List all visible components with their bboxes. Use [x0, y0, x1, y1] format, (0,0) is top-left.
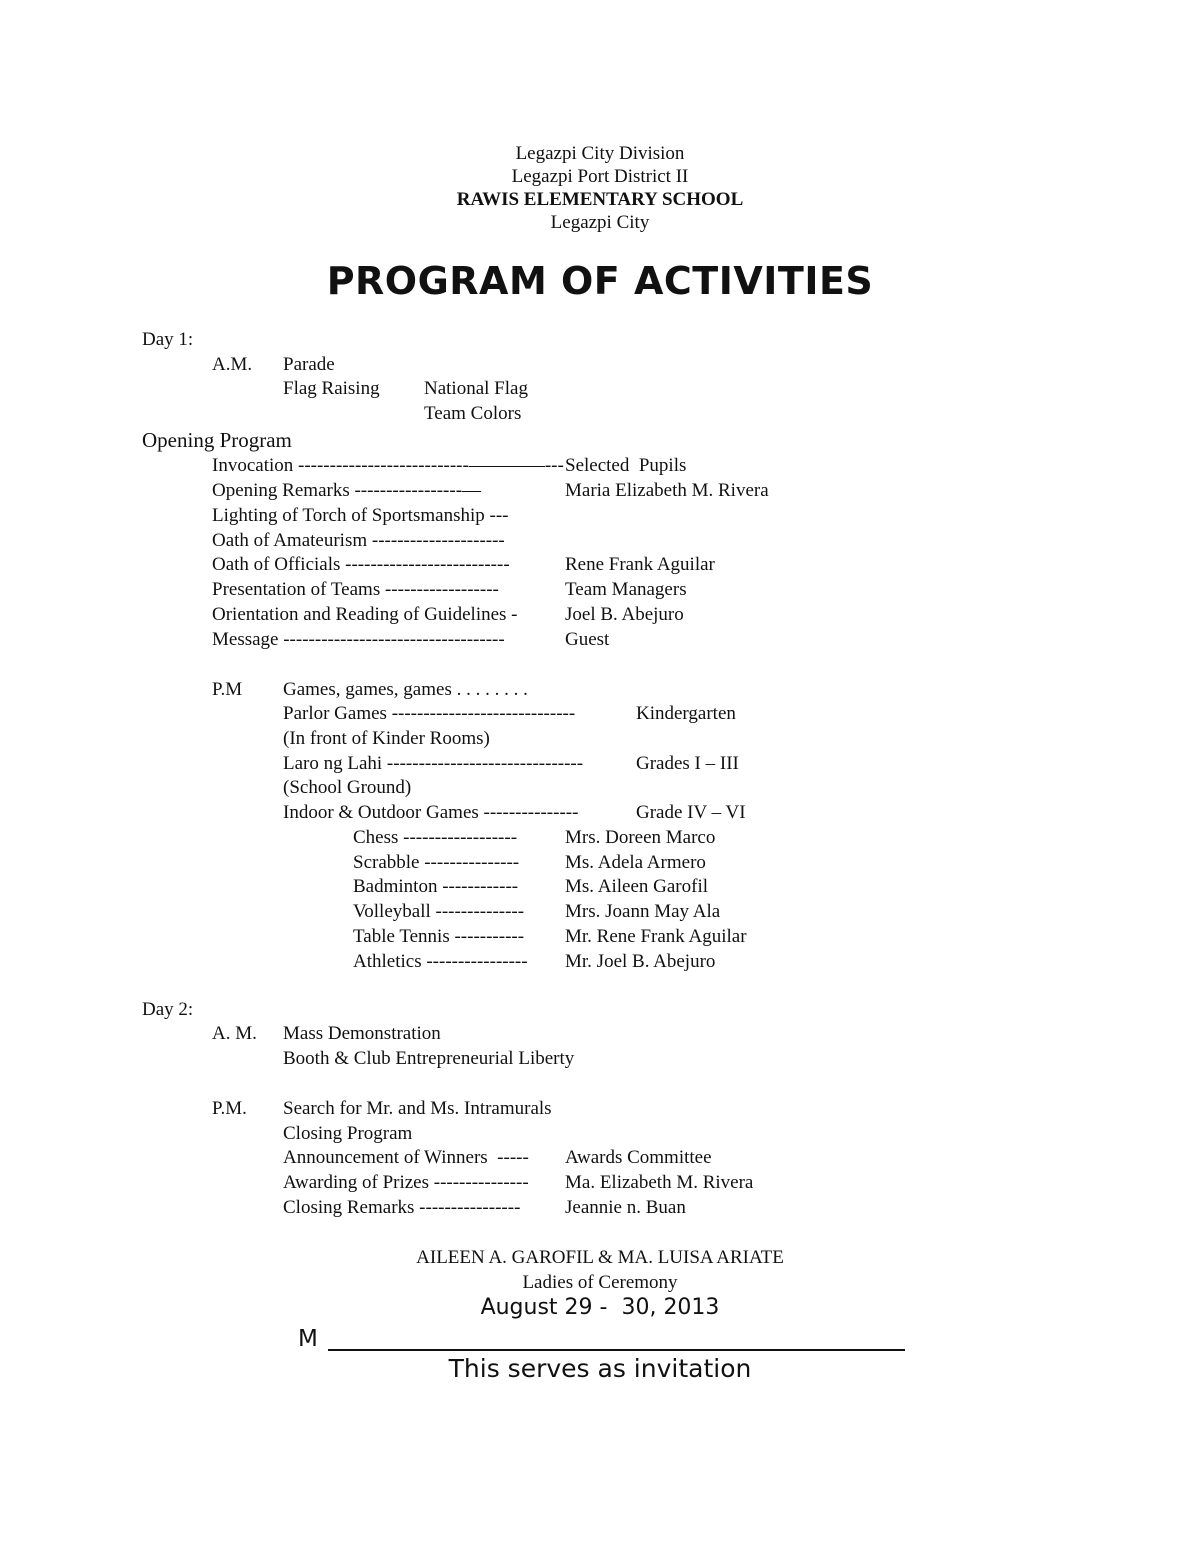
day2-am-label: A. M.: [212, 1023, 257, 1044]
program-item-name: Presentation of Teams ------------------: [212, 579, 499, 600]
parlor-place: (In front of Kinder Rooms): [283, 728, 490, 749]
sport-person: Mrs. Doreen Marco: [565, 827, 716, 848]
day2-pm-label: P.M.: [212, 1098, 247, 1119]
day1-team-colors: Team Colors: [424, 403, 522, 424]
name-blank-line: [328, 1349, 905, 1351]
day1-am-label: A.M.: [212, 354, 253, 375]
closing-item-name: Awarding of Prizes ---------------: [283, 1172, 529, 1193]
sport-name: Badminton ------------: [353, 876, 519, 897]
program-item-name: Oath of Officials --------------------------: [212, 554, 510, 575]
sport-person: Ms. Aileen Garofil: [565, 876, 709, 897]
sport-name: Athletics ----------------: [353, 951, 528, 972]
city-line: Legazpi City: [550, 212, 650, 233]
day2-label: Day 2:: [142, 999, 194, 1020]
sport-person: Mr. Rene Frank Aguilar: [565, 926, 747, 947]
sport-name: Scrabble ---------------: [353, 852, 520, 873]
laro-group: Grades I – III: [636, 753, 739, 774]
program-item-person: Guest: [565, 629, 610, 650]
opening-program-heading: Opening Program: [142, 428, 292, 452]
division-line: Legazpi City Division: [515, 143, 685, 164]
closing-item-person: Awards Committee: [565, 1147, 712, 1168]
booth-club: Booth & Club Entrepreneurial Liberty: [283, 1048, 575, 1069]
invitation-note: This serves as invitation: [448, 1354, 752, 1383]
program-item-person: Rene Frank Aguilar: [565, 554, 715, 575]
parlor-group: Kindergarten: [636, 703, 736, 724]
program-item-person: Team Managers: [565, 579, 687, 600]
parlor-games: Parlor Games -----------------------------: [283, 703, 576, 724]
page-title: PROGRAM OF ACTIVITIES: [326, 259, 874, 303]
sport-person: Mrs. Joann May Ala: [565, 901, 721, 922]
sport-name: Table Tennis -----------: [353, 926, 525, 947]
emcees: AILEEN A. GAROFIL & MA. LUISA ARIATE: [416, 1247, 784, 1268]
school-name: RAWIS ELEMENTARY SCHOOL: [456, 189, 744, 210]
program-item-person: Selected Pupils: [565, 455, 687, 476]
laro-place: (School Ground): [283, 777, 412, 798]
program-item-name: Message -----------------------------------: [212, 629, 505, 650]
program-item-person: Maria Elizabeth M. Rivera: [565, 480, 769, 501]
closing-program: Closing Program: [283, 1123, 413, 1144]
closing-item-name: Announcement of Winners -----: [283, 1147, 529, 1168]
program-item-name: Orientation and Reading of Guidelines -: [212, 604, 518, 625]
sport-person: Mr. Joel B. Abejuro: [565, 951, 716, 972]
emcee-role: Ladies of Ceremony: [522, 1272, 678, 1293]
closing-item-name: Closing Remarks ----------------: [283, 1197, 521, 1218]
event-date: August 29 - 30, 2013: [480, 1295, 720, 1320]
m-label: M: [298, 1326, 318, 1352]
search-mr-ms: Search for Mr. and Ms. Intramurals: [283, 1098, 552, 1119]
sport-name: Chess ------------------: [353, 827, 518, 848]
program-item-name: Opening Remarks -----------------—: [212, 480, 482, 501]
day1-parade: Parade: [283, 354, 335, 375]
program-item-name: Invocation ---------------------------————---: [212, 455, 564, 476]
program-item-name: Oath of Amateurism ---------------------: [212, 530, 505, 551]
indoor-group: Grade IV – VI: [636, 802, 746, 823]
closing-item-person: Jeannie n. Buan: [565, 1197, 686, 1218]
sport-name: Volleyball --------------: [353, 901, 525, 922]
day1-flag-raising: Flag Raising: [283, 378, 380, 399]
indoor-outdoor-games: Indoor & Outdoor Games ---------------: [283, 802, 579, 823]
program-item-person: Joel B. Abejuro: [565, 604, 684, 625]
program-item-name: Lighting of Torch of Sportsmanship ---: [212, 505, 509, 526]
day1-pm-label: P.M: [212, 679, 243, 700]
closing-item-person: Ma. Elizabeth M. Rivera: [565, 1172, 754, 1193]
sport-person: Ms. Adela Armero: [565, 852, 706, 873]
district-line: Legazpi Port District II: [511, 166, 689, 187]
mass-demonstration: Mass Demonstration: [283, 1023, 441, 1044]
laro-ng-lahi: Laro ng Lahi -------------------------------: [283, 753, 584, 774]
day1-label: Day 1:: [142, 329, 194, 350]
day1-national-flag: National Flag: [424, 378, 528, 399]
day1-games: Games, games, games . . . . . . . .: [283, 679, 528, 700]
